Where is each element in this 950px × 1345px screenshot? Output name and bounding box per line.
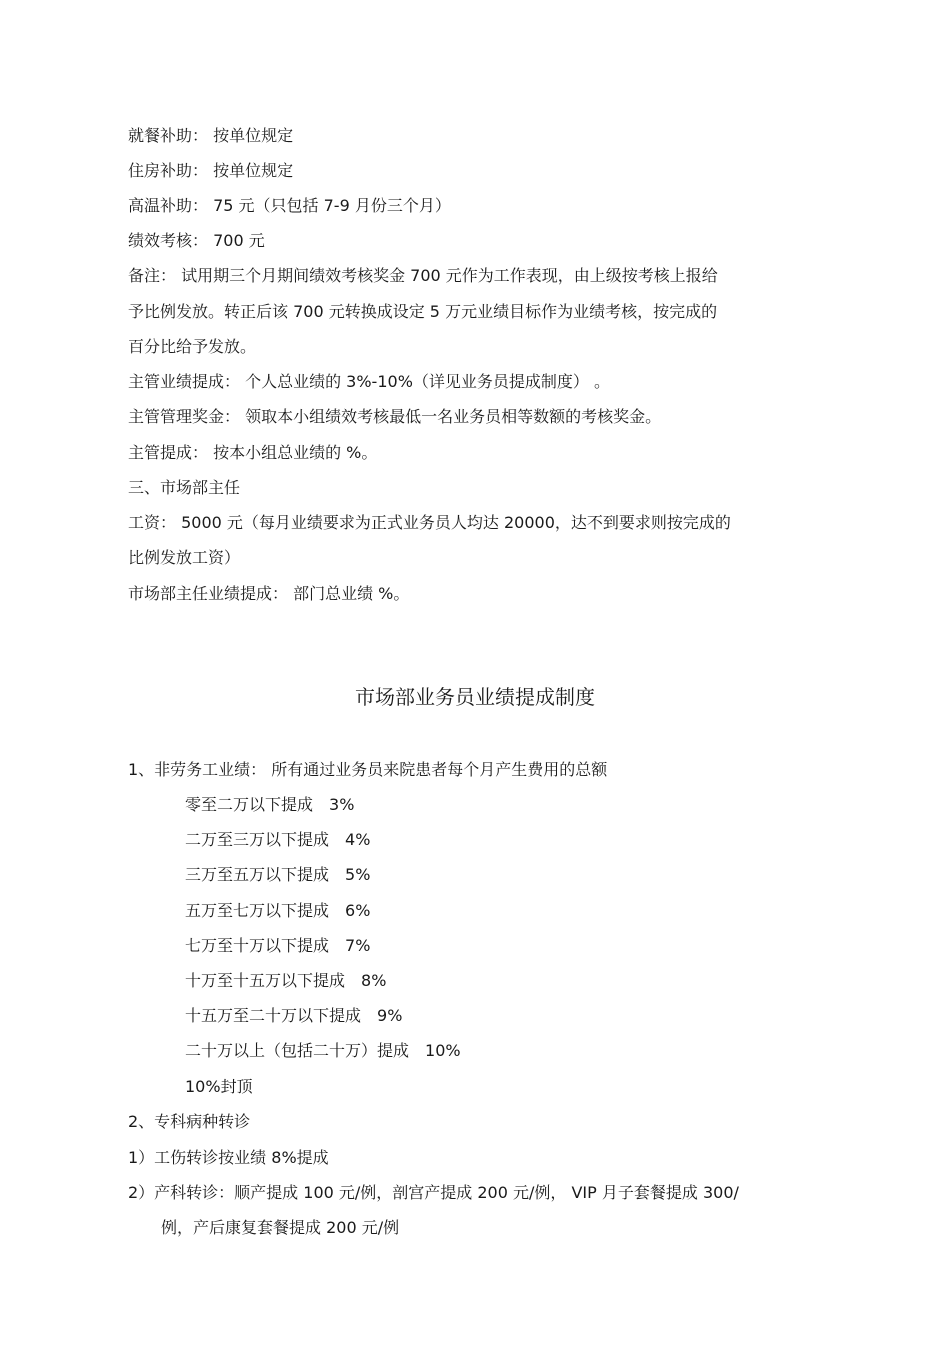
- commission-cap: 10%封顶: [185, 1077, 253, 1096]
- tier-rate: 4%: [345, 830, 371, 849]
- director-heading: 三、市场部主任: [128, 478, 241, 497]
- note-line-1: 备注： 试用期三个月期间绩效考核奖金 700 元作为工作表现，由上级按考核上报给: [128, 266, 718, 285]
- director-salary-line-1: 工资： 5000 元（每月业绩要求为正式业务员人均达 20000，达不到要求则按完成的: [128, 513, 731, 532]
- tier-label: 零至二万以下提成: [185, 795, 314, 814]
- tier-rate: 3%: [329, 795, 355, 814]
- tier-label: 十万至十五万以下提成: [185, 971, 346, 990]
- tier-row: [185, 936, 370, 956]
- tier-label: 二万至三万以下提成: [185, 830, 330, 849]
- supervisor-commission: 主管业绩提成： 个人总业绩的 3%-10%（详见业务员提成制度） 。: [128, 372, 610, 391]
- item2-sub2-line-2: 例，产后康复套餐提成 200 元/例: [161, 1218, 400, 1237]
- tier-rate: 9%: [377, 1006, 403, 1025]
- tier-row: [185, 1041, 461, 1061]
- tier-row: [185, 901, 370, 921]
- tier-label: 七万至十万以下提成: [185, 936, 330, 955]
- document-title: 市场部业务员业绩提成制度: [355, 685, 595, 709]
- tier-row: [185, 865, 370, 885]
- tier-row: [185, 795, 354, 815]
- item2-sub1: 1）工伤转诊按业绩 8%提成: [128, 1148, 329, 1167]
- item2-sub2-line-1: 2）产科转诊：顺产提成 100 元/例，剖宫产提成 200 元/例， VIP 月子套餐提成 300/: [128, 1183, 739, 1202]
- tier-row: [185, 830, 370, 850]
- housing-allowance: 住房补助： 按单位规定: [128, 161, 294, 180]
- director-commission: 市场部主任业绩提成： 部门总业绩 %。: [128, 584, 410, 603]
- tier-rate: 8%: [361, 971, 387, 990]
- performance-assessment: 绩效考核： 700 元: [128, 231, 265, 250]
- director-salary-line-2: 比例发放工资）: [128, 548, 241, 567]
- note-line-2: 予比例发放。转正后该 700 元转换成设定 5 万元业绩目标作为业绩考核，按完成的: [128, 302, 718, 321]
- tier-row: [185, 1006, 402, 1026]
- item2-heading: 2、专科病种转诊: [128, 1112, 251, 1131]
- note-line-3: 百分比给予发放。: [128, 337, 257, 356]
- tier-label: 二十万以上（包括二十万）提成: [185, 1041, 410, 1060]
- tier-label: 五万至七万以下提成: [185, 901, 330, 920]
- item1-heading: 1、非劳务工业绩： 所有通过业务员来院患者每个月产生费用的总额: [128, 760, 608, 779]
- tier-row: [185, 971, 386, 991]
- tier-label: 三万至五万以下提成: [185, 865, 330, 884]
- tier-rate: 7%: [345, 936, 371, 955]
- tier-rate: 6%: [345, 901, 371, 920]
- supervisor-team-commission: 主管提成： 按本小组总业绩的 %。: [128, 443, 378, 462]
- heat-allowance: 高温补助： 75 元（只包括 7-9 月份三个月）: [128, 196, 451, 215]
- tier-rate: 5%: [345, 865, 371, 884]
- supervisor-management-bonus: 主管管理奖金： 领取本小组绩效考核最低一名业务员相等数额的考核奖金。: [128, 407, 662, 426]
- meal-allowance: 就餐补助： 按单位规定: [128, 126, 294, 145]
- tier-label: 十五万至二十万以下提成: [185, 1006, 362, 1025]
- tier-rate: 10%: [425, 1041, 461, 1060]
